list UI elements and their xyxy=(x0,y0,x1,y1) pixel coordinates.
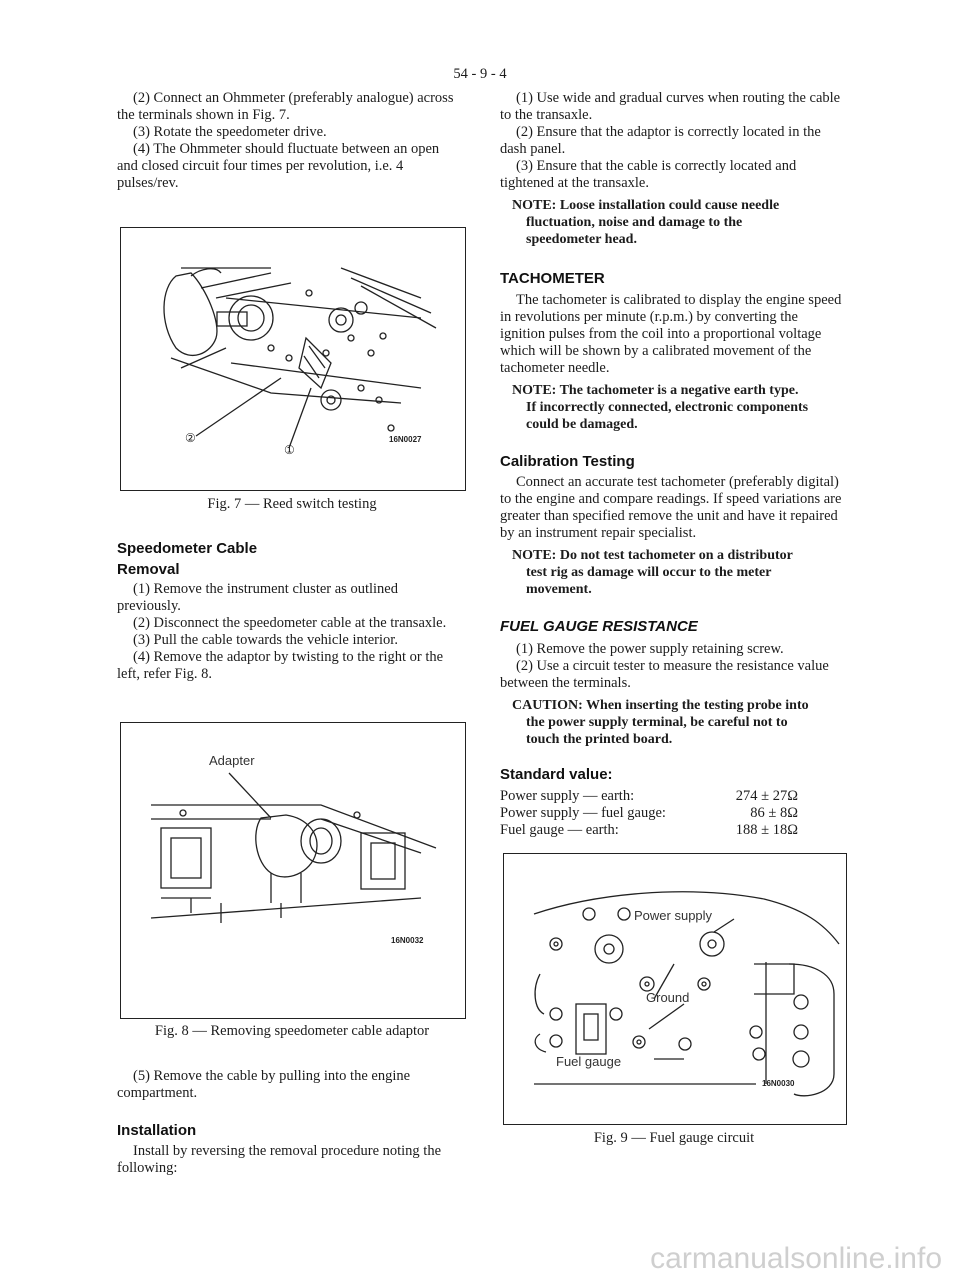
power-supply-label: Power supply xyxy=(634,908,713,923)
figure-8 xyxy=(120,722,466,1019)
note-line-3: movement. xyxy=(526,582,592,597)
reed-step-2: (2) Connect an Ohmmeter (preferably analogue) across the terminals shown in Fig. 7. xyxy=(117,90,454,123)
watermark: carmanualsonline.info xyxy=(650,1242,942,1275)
figure-9-caption: Fig. 9 — Fuel gauge circuit xyxy=(593,1130,755,1146)
install-step-1: (1) Use wide and gradual curves when routing the cable to the transaxle. xyxy=(500,90,841,123)
removal-step-3: (3) Pull the cable towards the vehicle interior. xyxy=(133,632,398,648)
removal-heading: Removal xyxy=(117,561,180,578)
tachometer-text: The tachometer is calibrated to display the engine speed in revolutions per minute (r.p.m.) by converting the ignition pulses from the coil into a proportional voltage which will be shown by a calibrated movement of the tachometer needle. xyxy=(500,292,842,376)
figure-9 xyxy=(503,853,847,1125)
reed-step-4: (4) The Ohmmeter should fluctuate between an open and closed circuit four times per revolution, i.e. 4 pulses/rev. xyxy=(117,141,440,191)
left-column-bottom xyxy=(117,1068,463,1177)
left-column xyxy=(117,90,463,192)
table-row xyxy=(500,788,798,805)
note-line-3: could be damaged. xyxy=(526,417,638,432)
adaptor-drawing xyxy=(121,723,465,1018)
callout-1: ① xyxy=(284,443,295,457)
fuel-gauge-circuit-drawing xyxy=(504,854,846,1124)
standard-value-table xyxy=(500,788,798,839)
note-negative-earth xyxy=(500,382,844,433)
removal-step-5: (5) Remove the cable by pulling into the engine compartment. xyxy=(117,1068,411,1101)
calibration-text: Connect an accurate test tachometer (preferably digital) to the engine and compare readings. If speed variations are greater than specified remove the unit and have it repaired by an instrument repair specialist. xyxy=(500,474,842,541)
note-distributor xyxy=(500,547,844,598)
std-label: Fuel gauge — earth: xyxy=(500,822,619,838)
caution-printed-board xyxy=(500,697,844,748)
page-number: 54 - 9 - 4 xyxy=(453,66,507,82)
tachometer-heading: TACHOMETER xyxy=(500,270,605,287)
install-step-3: (3) Ensure that the cable is correctly located and tightened at the transaxle. xyxy=(500,158,797,191)
note-line-3: speedometer head. xyxy=(526,232,637,247)
speedometer-section xyxy=(117,540,463,683)
install-step-2: (2) Ensure that the adaptor is correctly located in the dash panel. xyxy=(500,124,821,157)
std-label: Power supply — earth: xyxy=(500,788,635,804)
removal-step-2: (2) Disconnect the speedometer cable at the transaxle. xyxy=(133,615,447,631)
caution-line-3: touch the printed board. xyxy=(526,732,673,747)
figure-8-caption: Fig. 8 — Removing speedometer cable adaptor xyxy=(154,1023,430,1039)
figure-7-caption: Fig. 7 — Reed switch testing xyxy=(207,496,377,512)
std-value: 188 ± 18Ω xyxy=(735,822,798,838)
note-line-2: test rig as damage will occur to the meter xyxy=(526,565,772,580)
fuel-step-1: (1) Remove the power supply retaining screw. xyxy=(516,641,784,657)
installation-text: Install by reversing the removal procedure noting the following: xyxy=(117,1143,442,1176)
figure-code: 16N0027 xyxy=(389,435,422,444)
table-row xyxy=(500,805,798,822)
fuel-step-2: (2) Use a circuit tester to measure the resistance value between the terminals. xyxy=(500,658,829,691)
std-value: 274 ± 27Ω xyxy=(735,788,798,804)
calibration-heading: Calibration Testing xyxy=(500,453,635,470)
std-label: Power supply — fuel gauge: xyxy=(500,805,666,821)
figure-7 xyxy=(120,227,466,491)
removal-step-1: (1) Remove the instrument cluster as outlined previously. xyxy=(117,581,398,614)
figure-code: 16N0030 xyxy=(762,1079,795,1088)
note-line-1: NOTE: The tachometer is a negative earth type. xyxy=(512,383,799,398)
note-loose-installation xyxy=(500,197,844,248)
note-line-2: fluctuation, noise and damage to the xyxy=(526,215,743,230)
installation-heading: Installation xyxy=(117,1122,197,1139)
right-column xyxy=(500,90,844,839)
adapter-label: Adapter xyxy=(209,753,255,768)
note-line-1: NOTE: Do not test tachometer on a distributor xyxy=(512,548,793,563)
figure-code: 16N0032 xyxy=(391,936,424,945)
caution-line-1: CAUTION: When inserting the testing probe into xyxy=(512,698,809,713)
reed-switch-drawing xyxy=(121,228,465,490)
caution-line-2: the power supply terminal, be careful not to xyxy=(526,715,788,730)
speedometer-heading: Speedometer Cable xyxy=(117,540,258,557)
std-value: 86 ± 8Ω xyxy=(750,805,798,821)
table-row xyxy=(500,822,798,839)
callout-2: ② xyxy=(185,431,196,445)
standard-value-heading: Standard value: xyxy=(500,766,613,783)
reed-step-3: (3) Rotate the speedometer drive. xyxy=(133,124,327,140)
fuel-gauge-heading: FUEL GAUGE RESISTANCE xyxy=(500,618,698,635)
note-line-1: NOTE: Loose installation could cause needle xyxy=(512,198,780,213)
note-line-2: If incorrectly connected, electronic components xyxy=(526,400,809,415)
ground-label: Ground xyxy=(646,990,690,1005)
fuel-gauge-label: Fuel gauge xyxy=(556,1054,622,1069)
removal-step-4: (4) Remove the adaptor by twisting to the right or the left, refer Fig. 8. xyxy=(117,649,444,682)
